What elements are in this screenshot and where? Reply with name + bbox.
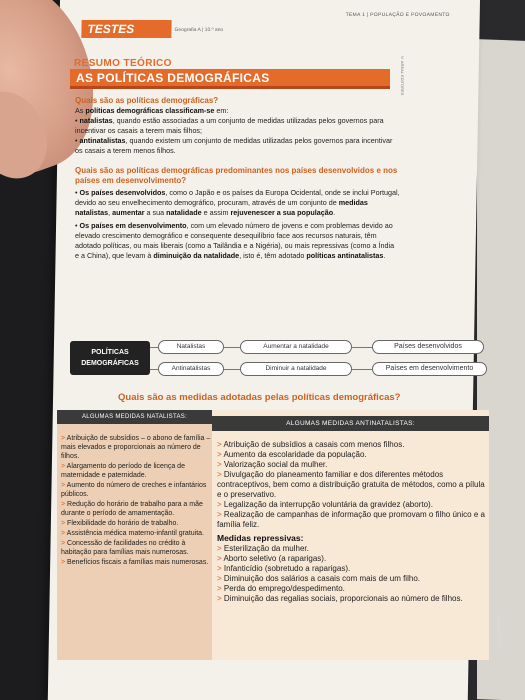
arrow-aumentar-desenvolvidos [352, 347, 372, 348]
list-item: > Redução do horário de trabalho para a mãe durante o período de amamentação. [61, 501, 203, 517]
list-item: > Atribuição de subsídios a casais com menos filhos. [217, 440, 405, 449]
diagram-main-box [70, 341, 150, 375]
header-subtitle: Geografia A | 10.º ano [174, 27, 224, 33]
policies-diagram [70, 335, 495, 385]
list-item: > Valorização social da mulher. [217, 460, 328, 469]
pill-diminuir: Diminuir a natalidade [240, 362, 352, 376]
list-item: > Aumento do número de creches e infantários públicos. [61, 482, 207, 498]
right-column-header: ALGUMAS MEDIDAS ANTINATALISTAS: [212, 416, 489, 431]
list-item: > Concessão de facilidades no crédito à habitação para famílias mais numerosas. [61, 540, 189, 556]
arrow-natalistas-aumentar [224, 347, 240, 348]
pill-natalistas: Natalistas [158, 340, 224, 354]
title-bar-shadow [70, 86, 390, 89]
content-block [75, 94, 400, 261]
list-item: > Aborto seletivo (a raparigas). [217, 554, 327, 563]
q1-bullet-antinatalistas: • antinatalistas, quando existem um conjunto de medidas utilizadas pelos governos para incentivar os casais a terem menos filhos. [75, 136, 393, 155]
arrow-diminuir-em-desenvolvimento [352, 369, 372, 370]
natalist-measures-list [61, 434, 211, 568]
left-column-header: ALGUMAS MEDIDAS NATALISTAS: [57, 410, 212, 424]
section-label: RESUMO TEÓRICO [74, 58, 172, 69]
q2-em-desenvolvimento: • Os países em desenvolvimento, com um elevado número de jovens e com problemas devido ao elevado crescimento demográfico e consequente desequilíbrio face aos recursos naturais, têm adotado políticas, ou mais liberais (como a Tailândia e a Nigéria), ou mais repressivas (como a Índia e a China), que levam à diminuição da natalidade, isto é, têm adotado políticas antinatalistas. [75, 221, 395, 260]
list-item: > Perda do emprego/despedimento. [217, 584, 345, 593]
list-item: > Legalização da interrupção voluntária da gravidez (aborto). [217, 500, 433, 509]
pill-aumentar: Aumentar a natalidade [240, 340, 352, 354]
list-item: > Divulgação do planeamento familiar e dos diferentes métodos contraceptivos, bem como a distribuição gratuita de métodos, como a pílula e o preservativo. [217, 470, 485, 499]
list-item: > Aumento da escolaridade da população. [217, 450, 367, 459]
table-title: Quais são as medidas adotadas pelas políticas demográficas? [118, 392, 401, 403]
list-item: > Benefícios fiscais a famílias mais numerosas. [61, 559, 209, 566]
list-item: > Alargamento do período de licença de maternidade e paternidade. [61, 463, 185, 479]
publisher-vertical: © AREAL EDITORES [400, 55, 405, 96]
diagram-main-line1: POLÍTICAS [91, 349, 129, 356]
list-item: > Flexibilidade do horário de trabalho. [61, 520, 179, 527]
list-item: > Realização de campanhas de informação que promovam o filho único e a família feliz. [217, 510, 485, 529]
list-item: > Diminuição das regalias sociais, proporcionais ao número de filhos. [217, 594, 463, 603]
question-2: Quais são as políticas demográficas predominantes nos países desenvolvidos e nos países em desenvolvimento? [75, 166, 398, 185]
list-item: > Infanticídio (sobretudo a raparigas). [217, 564, 351, 573]
diagram-main-line2: DEMOGRÁFICAS [81, 360, 139, 367]
list-item: > Atribuição de subsídios – o abono de família – mais elevados e proporcionais ao número de filhos. [61, 435, 211, 460]
pill-desenvolvidos: Países desenvolvidos [372, 340, 484, 354]
q1-bullet-natalistas: • natalistas, quando estão associadas a um conjunto de medidas utilizadas pelos governos para incentivar os casais a terem mais filhos; [75, 116, 384, 135]
pill-antinatalistas: Antinatalistas [158, 362, 224, 376]
arrow-main-antinatalistas [150, 369, 158, 370]
question-1: Quais são as políticas demográficas? [75, 96, 219, 105]
list-item: > Diminuição dos salários a casais com mais de um filho. [217, 574, 420, 583]
list-item: > Assistência médica materno-infantil gratuita. [61, 530, 204, 537]
publisher-edge: © AREAL EDITORES [497, 610, 502, 651]
antinatalist-measures-list [217, 440, 489, 604]
pill-em-desenvolvimento: Países em desenvolvimento [372, 362, 487, 376]
page-title: AS POLÍTICAS DEMOGRÁFICAS [76, 71, 270, 85]
list-item: > Esterilização da mulher. [217, 544, 309, 553]
q1-intro: As políticas demográficas classificam-se em: [75, 106, 229, 115]
q2-desenvolvidos: • Os países desenvolvidos, como o Japão e os países da Europa Ocidental, onde se inclui Portugal, devido ao seu envelhecimento demográfico, procuram, através de um conjunto de medidas natalistas, aumentar a sua natalidade e assim rejuvenescer a sua população. [75, 188, 400, 217]
arrow-main-natalistas [150, 347, 158, 348]
repressive-header: Medidas repressivas: [217, 533, 304, 543]
arrow-antinatalistas-diminuir [224, 369, 240, 370]
header-logo: TESTES [87, 22, 135, 36]
measures-table [57, 410, 489, 660]
chapter-label: TEMA 1 | POPULAÇÃO E POVOAMENTO [345, 12, 450, 18]
